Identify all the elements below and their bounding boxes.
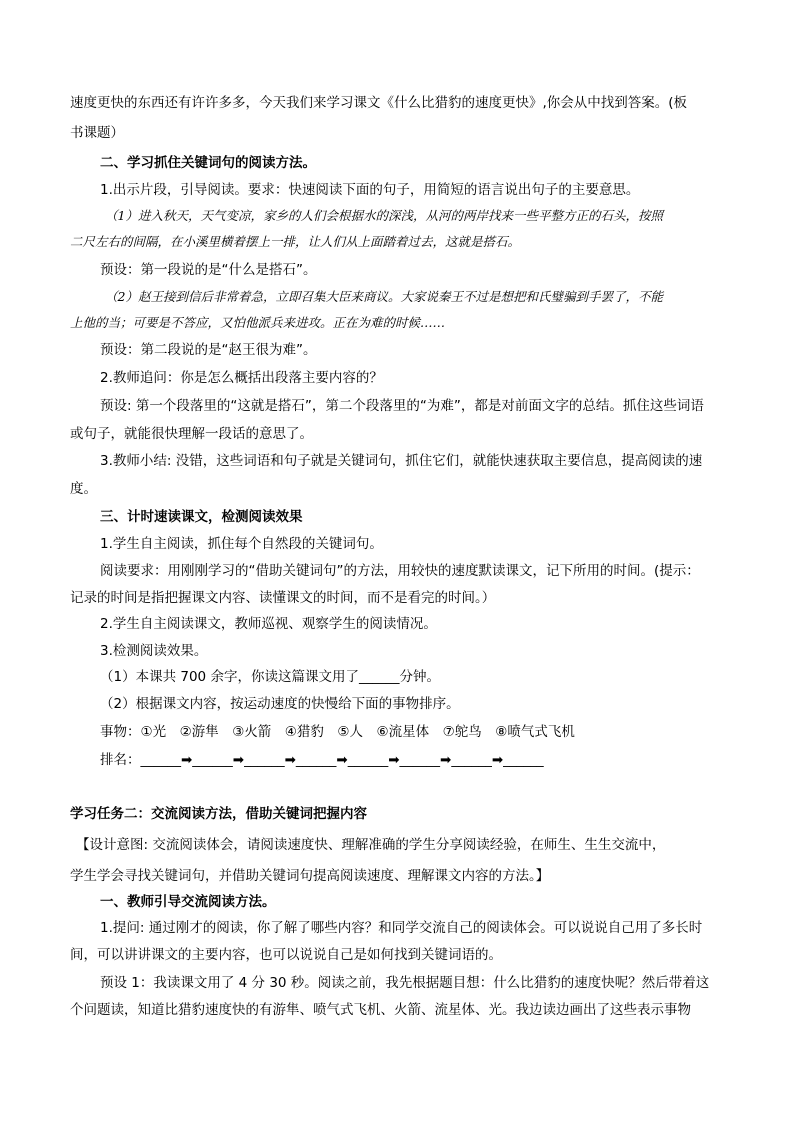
paragraph-line: 1.学生自主阅读，抓住每个自然段的关键词句。 <box>100 536 383 552</box>
paragraph-line: 记录的时间是指把握课文内容、读懂课文的时间，而不是看完的时间。） <box>70 590 496 606</box>
section-heading: 三、计时速读课文，检测阅读效果 <box>100 509 303 525</box>
section-heading: 一、教师引导交流阅读方法。 <box>100 894 276 910</box>
design-intent: 【设计意图: 交流阅读体会，请阅读速度快、理解准确的学生分享阅读经验，在师生、生生交流中， <box>76 837 666 853</box>
paragraph-line: 个问题读，知道比猎豹速度快的有游隼、喷气式飞机、火箭、流星体、光。我边读边画出了这些表示事物 <box>70 1002 691 1018</box>
paragraph-line: 1.提问: 通过刚才的阅读，你了解了哪些内容？和同学交流自己的阅读体会。可以说说自己用了多长时 <box>100 920 703 936</box>
paragraph-line: 或句子，就能很快理解一段话的意思了。 <box>70 426 313 442</box>
design-intent: 学生学会寻找关键词句，并借助关键词句提高阅读速度、理解课文内容的方法。】 <box>70 868 550 884</box>
paragraph-line: 3.检测阅读效果。 <box>100 643 208 659</box>
paragraph-line: 2.教师追问：你是怎么概括出段落主要内容的？ <box>100 370 383 386</box>
paragraph-line: 书课题） <box>70 125 124 141</box>
ranking-blanks: 排名：______➡______➡______➡______➡______➡______➡______➡______ <box>100 752 544 768</box>
excerpt-line: 上他的当；可要是不答应，又怕他派兵来进攻。正在为难的时候…… <box>70 315 446 330</box>
excerpt-line: （2）赵王接到信后非常着急，立即召集大臣来商议。大家说秦王不过是想把和氏璧骗到手罢了，不能 <box>105 289 663 304</box>
paragraph-line: 阅读要求：用刚刚学习的“借助关键词句”的方法，用较快的速度默读课文，记下所用的时间。(提示： <box>100 563 700 579</box>
excerpt-line: 二尺左右的间隔，在小溪里横着摆上一排，让人们从上面踏着过去，这就是搭石。 <box>70 234 521 249</box>
excerpt-line: （1）进入秋天，天气变凉，家乡的人们会根据水的深浅，从河的两岸找来一些平整方正的石头，按照 <box>105 208 663 223</box>
paragraph-line: 2.学生自主阅读课文，教师巡视、观察学生的阅读情况。 <box>100 616 437 632</box>
task-heading: 学习任务二：交流阅读方法，借助关键词把握内容 <box>70 806 367 822</box>
paragraph-line: 度。 <box>70 481 97 497</box>
paragraph-line: 预设: 第一个段落里的“这就是搭石”，第二个段落里的“为难”，都是对前面文字的总结。抓住这些词语 <box>100 398 704 414</box>
items-list: 事物：①光 ②游隼 ③火箭 ④猎豹 ⑤人 ⑥流星体 ⑦鸵鸟 ⑧喷气式飞机 <box>100 724 575 740</box>
paragraph-line: 预设：第二段说的是“赵王很为难”。 <box>100 342 317 358</box>
paragraph-line: 1.出示片段，引导阅读。要求：快速阅读下面的句子，用简短的语言说出句子的主要意思。 <box>100 182 640 198</box>
paragraph-line: 速度更快的东西还有许许多多，今天我们来学习课文《什么比猎豹的速度更快》,你会从中找到答案。(板 <box>70 95 688 111</box>
paragraph-line: 间，可以讲讲课文的主要内容，也可以说说自己是如何找到关键词语的。 <box>70 947 502 963</box>
section-heading: 二、学习抓住关键词句的阅读方法。 <box>100 155 316 171</box>
paragraph-line: 预设 1：我读课文用了 4 分 30 秒。阅读之前，我先根据题目想：什么比猎豹的速度快呢？然后带着这 <box>100 975 710 991</box>
paragraph-line: （2）根据课文内容，按运动速度的快慢给下面的事物排序。 <box>100 696 460 712</box>
paragraph-line: 3.教师小结: 没错，这些词语和句子就是关键词句，抓住它们，就能快速获取主要信息，提高阅读的速 <box>100 453 703 469</box>
paragraph-line: （1）本课共 700 余字，你读这篇课文用了______分钟。 <box>100 669 440 685</box>
paragraph-line: 预设：第一段说的是“什么是搭石”。 <box>100 262 317 278</box>
